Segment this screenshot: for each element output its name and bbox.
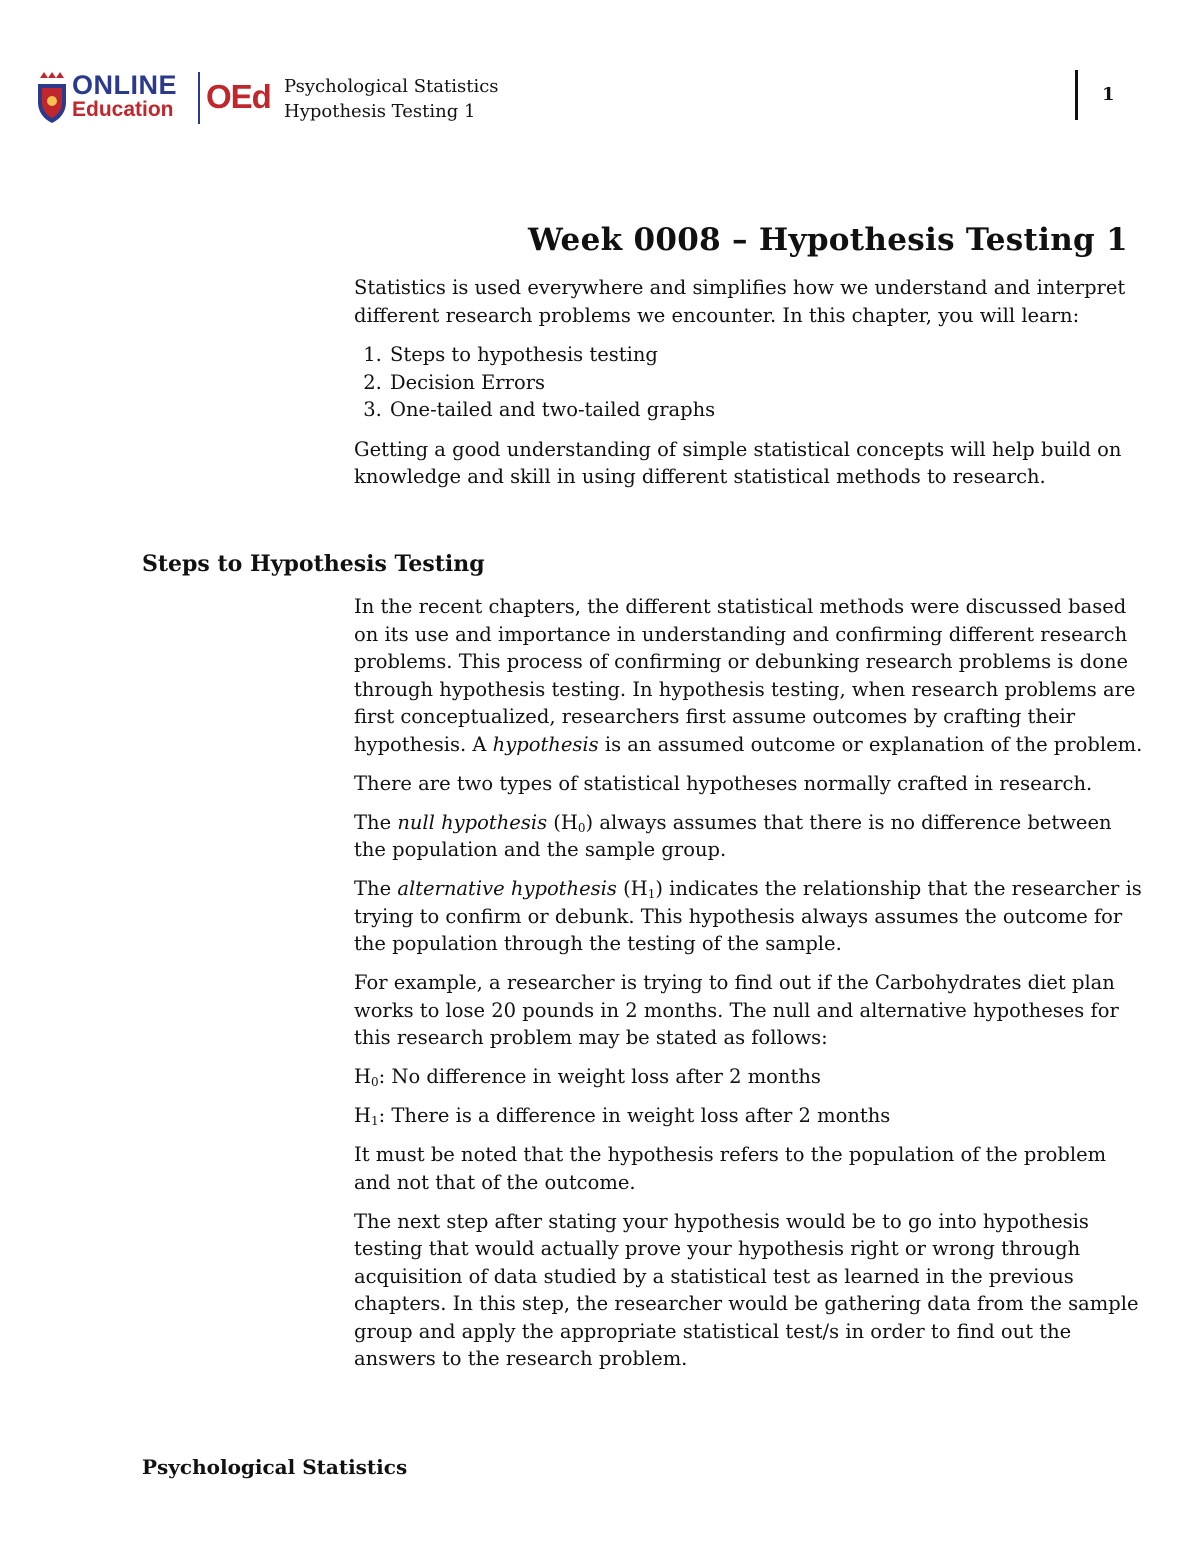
header-course: Psychological Statistics [284, 76, 499, 97]
section-heading: Steps to Hypothesis Testing [142, 551, 485, 577]
term-null-hypothesis: null hypothesis [397, 810, 548, 834]
section-body [354, 593, 1144, 1384]
intro-closing-paragraph: Getting a good understanding of simple statistical concepts will help build on knowledge and skill in using different statistical methods to research. [354, 437, 1122, 488]
paragraph-next-step: The next step after stating your hypothesis would be to go into hypothesis testing that would actually prove your hypothesis right or wrong through acquisition of data studied by a statistical test as learned in the previous chapters. In this step, the researcher would be gathering data from the sample group and apply the appropriate statistical test/s in order to find out the answers to the research problem. [354, 1209, 1139, 1370]
list-item: 2. Decision Errors [388, 369, 1144, 397]
logo-divider [198, 72, 200, 124]
page-footer: Psychological Statistics [142, 1455, 408, 1479]
online-education-logo [36, 68, 276, 128]
page-number: 1 [1102, 84, 1115, 105]
logo-education-text: Education [72, 98, 174, 121]
paragraph-hypothesis-testing: In the recent chapters, the different statistical methods were discussed based on its use and importance in understanding and confirming different research problems. This process of confirming or debunking research problems is done through hypothesis testing. In hypothesis testing, when research problems are first conceptualized, researchers first assume outcomes by crafting their hypothesis. A hypothesis is an assumed outcome or explanation of the problem. [354, 595, 1143, 756]
paragraph-note: It must be noted that the hypothesis refers to the population of the problem and not that of the outcome. [354, 1143, 1107, 1194]
list-item: 3. One-tailed and two-tailed graphs [388, 396, 1144, 424]
intro-section [354, 274, 1144, 503]
term-alternative-hypothesis: alternative hypothesis [397, 877, 617, 900]
paragraph-alternative-hypothesis: The alternative hypothesis $(H_1)$ indicates the relationship that the researcher is trying to confirm or debunk. This hypothesis always assumes the outcome for the population through the testing of the sample. [354, 877, 1142, 955]
null-hypothesis-statement: $H_0$: No difference in weight loss after 2 months [354, 1065, 821, 1089]
shield-crest-icon [36, 72, 68, 124]
paragraph-example: For example, a researcher is trying to find out if the Carbohydrates diet plan works to lose 20 pounds in 2 months. The null and alternative hypotheses for this research problem may be stated as follows: [354, 971, 1119, 1049]
paragraph-null-hypothesis: The null hypothesis $(H_0)$ always assumes that there is no difference between the population and the sample group. [354, 810, 1112, 861]
page-header [36, 68, 1166, 128]
page-title: Week 0008 – Hypothesis Testing 1 [527, 222, 1128, 258]
paragraph-two-types: There are two types of statistical hypotheses normally crafted in research. [354, 771, 1093, 795]
header-topic: Hypothesis Testing 1 [284, 101, 476, 122]
header-course-info [284, 74, 499, 124]
term-hypothesis: hypothesis [492, 732, 599, 756]
intro-paragraph: Statistics is used everywhere and simplifies how we understand and interpret different research problems we encounter. In this chapter, you will learn: [354, 276, 1126, 327]
alternative-hypothesis-statement: $H_1$: There is a difference in weight loss after 2 months [354, 1104, 891, 1128]
header-divider [1075, 70, 1078, 120]
learning-objectives-list [354, 341, 1144, 424]
list-item: 1. Steps to hypothesis testing [388, 341, 1144, 369]
logo-oed-text: OEd [206, 78, 271, 115]
logo-online-text: ONLINE [72, 70, 178, 100]
